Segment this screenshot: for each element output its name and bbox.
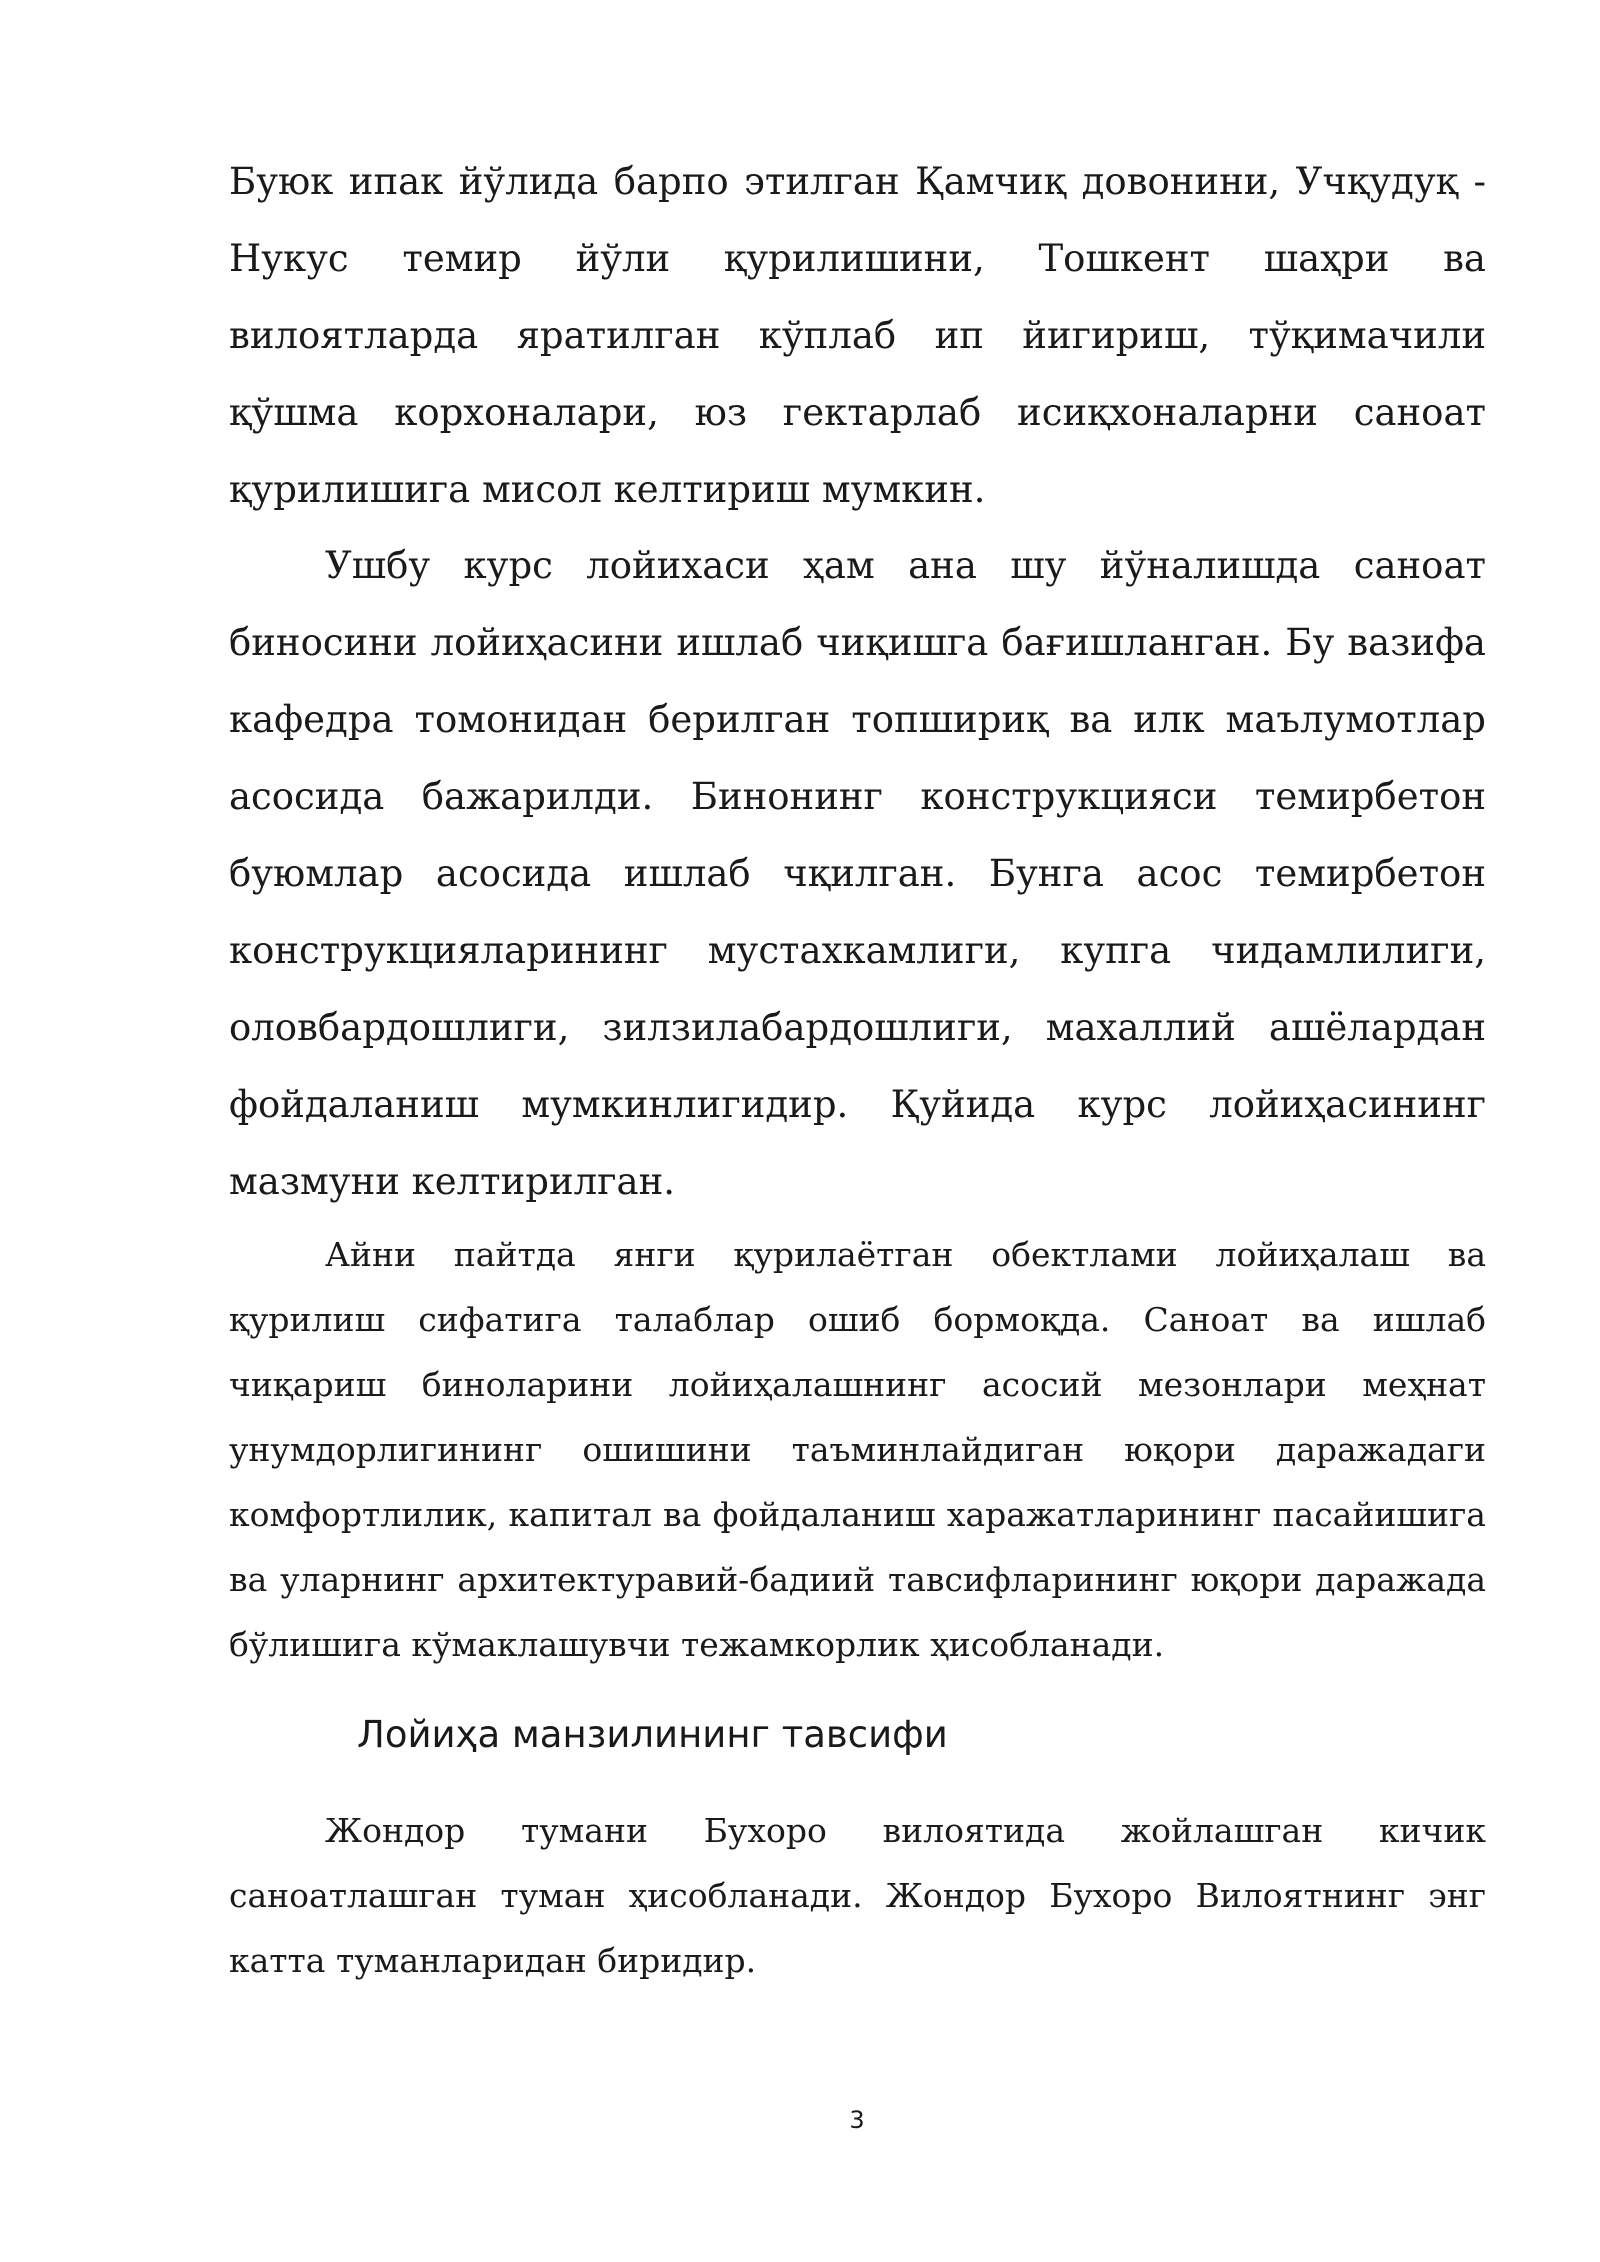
section-heading: Лойиҳа манзилининг тавсифи — [357, 1713, 948, 1756]
page-number: 3 — [849, 2106, 865, 2134]
paragraph-intro: Буюк ипак йўлида барпо этилган Қамчиқ довонини, Учқудуқ - Нукус темир йўли қурилишини, Тошкент шаҳри ва вилоятларда яратилган кўплаб ип йигириш, тўқимачили қўшма корхоналари, юз гектарлаб исиқхоналарни саноат қурилишига мисол келтириш мумкин. — [229, 160, 1486, 511]
paragraph-requirements: Айни пайтда янги қурилаётган обектлами лойиҳалаш ва қурилиш сифатига талаблар ошиб бормоқда. Саноат ва ишлаб чиқариш биноларини лойиҳалашнинг асосий мезонлари меҳнат унумдорлигининг ошишини таъминлайдиган юқори даражадаги комфортлилик, капитал ва фойдаланиш харажатларининг пасайишига ва уларнинг архитектуравий-бадиий тавсифларининг юқори даражада бўлишига кўмаклашувчи тежамкорлик ҳисобланади. — [229, 1235, 1486, 1664]
paragraph-location: Жондор тумани Бухоро вилоятида жойлашган кичик саноатлашган туман ҳисобланади. Жондор Бухоро Вилоятнинг энг катта туманларидан биридир. — [229, 1811, 1486, 1980]
paragraph-course-project: Ушбу курс лойихаси ҳам ана шу йўналишда саноат биносини лойиҳасини ишлаб чиқишга бағишланган. Бу вазифа кафедра томонидан берилган топшириқ ва илк маълумотлар асосида бажарилди. Бинонинг конструкцияси темирбетон буюмлар асосида ишлаб чқилган. Бунга асос темирбетон конструкцияларининг мустахкамлиги, купга чидамлилиги, оловбардошлиги, зилзилабардошлиги, махаллий ашёлардан фойдаланиш мумкинлигидир. Қуйида курс лойиҳасининг мазмуни келтирилган. — [229, 544, 1486, 1203]
